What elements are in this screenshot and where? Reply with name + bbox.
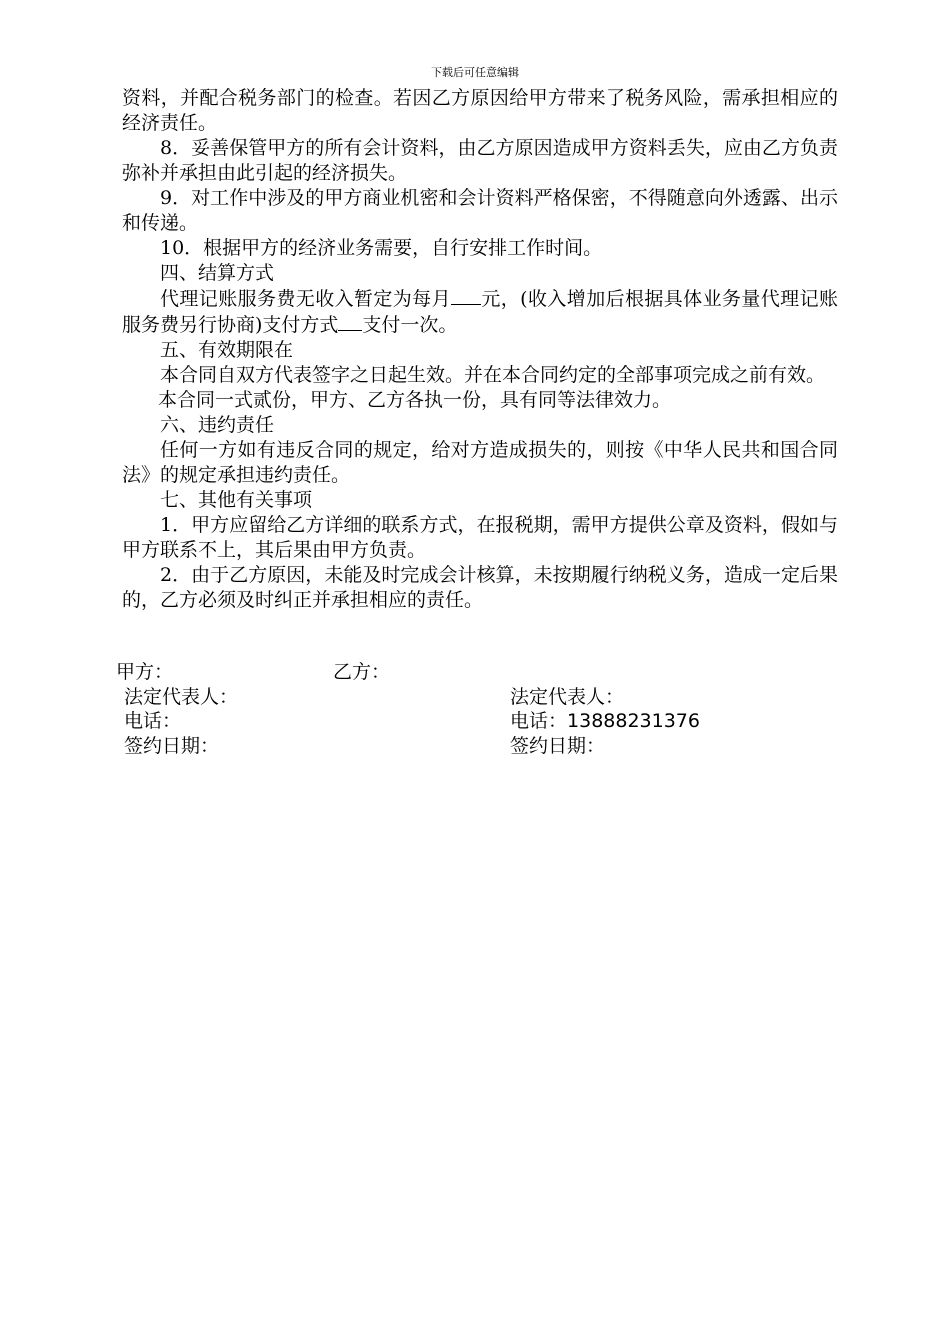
section-heading-settlement: 四、结算方式: [160, 262, 275, 284]
paragraph-tax-check: 资料，并配合税务部门的检查。若因乙方原因给甲方带来了税务风险，需承担相应的经济责任。: [122, 87, 838, 134]
party-b-representative-label: 法定代表人：: [510, 686, 625, 708]
party-b-phone-label: 电话：: [510, 710, 568, 732]
other-clause-1: 1．甲方应留给乙方详细的联系方式，在报税期，需甲方提供公章及资料，假如与甲方联系不上，其后果由甲方负责。: [122, 514, 838, 561]
settlement-text-2: 元，(收入增加后根据具体业务量代理记账服务费另行协商)支付方式: [122, 288, 838, 336]
section-heading-validity: 五、有效期限在: [160, 339, 294, 361]
payment-method-blank: [338, 312, 362, 331]
paragraph-breach: 任何一方如有违反合同的规定，给对方造成损失的，则按《中华人民共和国合同法》的规定承担违约责任。: [122, 439, 838, 486]
clause-10: 10．根据甲方的经济业务需要，自行安排工作时间。: [160, 237, 603, 259]
party-a-phone-label: 电话：: [124, 710, 182, 732]
monthly-fee-blank: [451, 286, 481, 305]
other-clause-2: 2．由于乙方原因，未能及时完成会计核算，未按期履行纳税义务，造成一定后果的，乙方必须及时纠正并承担相应的责任。: [122, 564, 838, 611]
paragraph-validity: 本合同自双方代表签字之日起生效。并在本合同约定的全部事项完成之前有效。: [160, 364, 826, 386]
section-heading-breach: 六、违约责任: [160, 414, 275, 436]
clause-9: 9．对工作中涉及的甲方商业机密和会计资料严格保密，不得随意向外透露、出示和传递。: [122, 187, 838, 234]
settlement-text-1: 代理记账服务费无收入暂定为每月: [160, 288, 451, 310]
clause-8: 8．妥善保管甲方的所有会计资料，由乙方原因造成甲方资料丢失，应由乙方负责弥补并承担由此引起的经济损失。: [122, 137, 838, 184]
party-b-date-label: 签约日期：: [510, 735, 606, 757]
party-b-phone-value: 13888231376: [567, 710, 700, 732]
paragraph-copies: 本合同一式贰份，甲方、乙方各执一份，具有同等法律效力。: [158, 389, 672, 411]
party-b-label: 乙方：: [333, 661, 391, 683]
page-header-note: 下载后可任意编辑: [431, 66, 519, 79]
section-heading-other: 七、其他有关事项: [160, 489, 313, 511]
contract-body: [122, 86, 838, 613]
settlement-text-3: 支付一次。: [362, 314, 458, 336]
party-a-date-label: 签约日期：: [124, 735, 220, 757]
party-a-label: 甲方：: [116, 661, 174, 683]
party-a-representative-label: 法定代表人：: [124, 686, 239, 708]
party-b-phone: [510, 709, 700, 734]
paragraph-settlement: [122, 286, 838, 338]
